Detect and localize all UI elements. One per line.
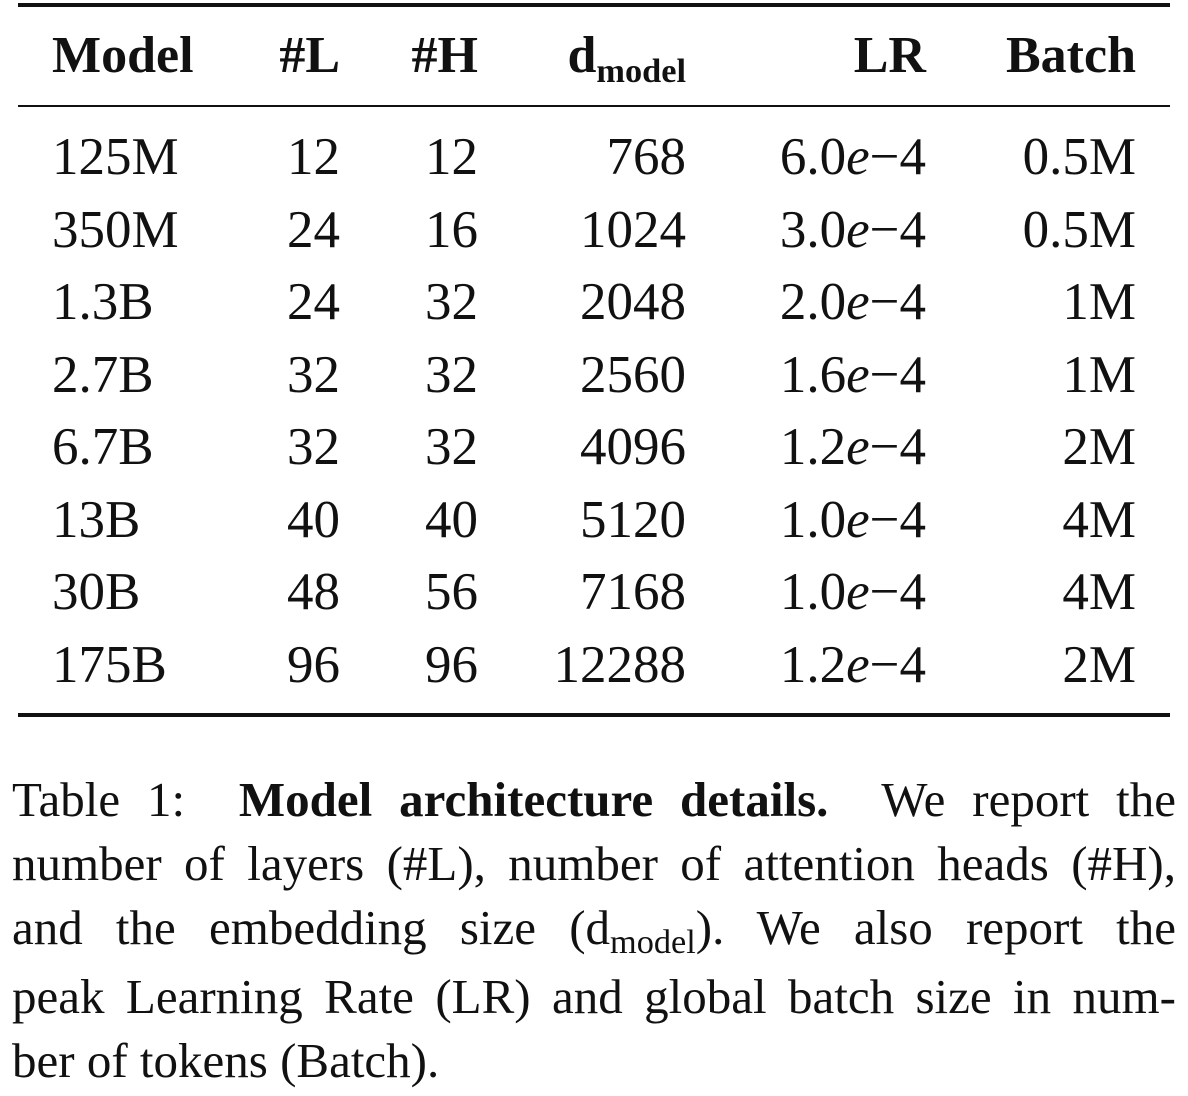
cell-lr-e: e — [846, 273, 870, 331]
cell-lr-mantissa: 1.2 — [779, 635, 847, 694]
caption-line-3 — [12, 896, 1176, 965]
cell-dmodel: 1024 — [580, 200, 686, 259]
cell-lr-mantissa: 6.0 — [779, 128, 847, 186]
cell-dmodel: 7168 — [580, 563, 686, 621]
cell-heads: 12 — [425, 128, 478, 186]
table-top-rule — [18, 3, 1170, 7]
cell-lr-e: e — [846, 200, 870, 259]
header-model: Model — [52, 27, 194, 84]
cell-heads: 16 — [425, 200, 478, 259]
table-header-row — [0, 27, 1188, 104]
table-row — [0, 490, 1188, 568]
cell-lr-exponent: −4 — [869, 563, 926, 621]
table-row — [0, 345, 1188, 423]
cell-model: 2.7B — [52, 345, 154, 404]
caption-line3-b: ). We also report the — [695, 900, 1176, 955]
header-batch: Batch — [1006, 27, 1136, 84]
header-dmodel-main: d — [567, 27, 597, 84]
header-dmodel-sub: model — [596, 51, 686, 90]
header-layers: #L — [279, 27, 340, 84]
cell-dmodel: 5120 — [580, 490, 686, 549]
cell-lr-e: e — [846, 128, 870, 186]
cell-model: 350M — [52, 200, 179, 259]
cell-lr — [779, 345, 926, 404]
cell-lr — [779, 273, 926, 331]
cell-lr-exponent: −4 — [869, 345, 926, 404]
cell-lr-mantissa: 1.0 — [779, 490, 847, 549]
cell-dmodel: 12288 — [553, 635, 686, 694]
table-bottom-rule — [18, 713, 1170, 717]
cell-model: 30B — [52, 563, 141, 621]
table-row — [0, 563, 1188, 640]
cell-lr — [779, 490, 926, 549]
cell-dmodel: 4096 — [580, 418, 686, 476]
table-row — [0, 273, 1188, 350]
cell-lr-exponent: −4 — [869, 128, 926, 186]
table-row — [0, 128, 1188, 205]
cell-lr — [779, 200, 926, 259]
cell-lr-exponent: −4 — [869, 273, 926, 331]
cell-batch: 4M — [1062, 490, 1136, 549]
cell-heads: 96 — [425, 635, 478, 694]
cell-heads: 32 — [425, 345, 478, 404]
caption-line1-rest: We report the — [881, 772, 1177, 827]
caption-title: Model architecture details. — [238, 772, 829, 827]
cell-model: 125M — [52, 128, 179, 186]
cell-lr-mantissa: 2.0 — [779, 273, 847, 331]
caption-line3-sub: model — [610, 922, 696, 961]
cell-layers: 32 — [287, 345, 340, 404]
cell-lr-exponent: −4 — [869, 200, 926, 259]
cell-layers: 96 — [287, 635, 340, 694]
table-row — [0, 200, 1188, 278]
table-header-rule — [18, 105, 1170, 107]
cell-layers: 24 — [287, 273, 340, 331]
cell-lr-e: e — [846, 635, 870, 694]
cell-heads: 56 — [425, 563, 478, 621]
cell-layers: 48 — [287, 563, 340, 621]
cell-lr-e: e — [846, 563, 870, 621]
cell-model: 6.7B — [52, 418, 154, 476]
header-heads: #H — [411, 27, 478, 84]
cell-lr-e: e — [846, 490, 870, 549]
cell-lr-e: e — [846, 345, 870, 404]
cell-heads: 32 — [425, 418, 478, 476]
cell-lr — [779, 418, 926, 476]
cell-dmodel: 768 — [606, 128, 686, 186]
cell-lr — [779, 635, 926, 694]
table-row — [0, 418, 1188, 495]
cell-layers: 24 — [287, 200, 340, 259]
cell-lr-mantissa: 1.6 — [779, 345, 847, 404]
cell-dmodel: 2560 — [580, 345, 686, 404]
cell-model: 1.3B — [52, 273, 154, 331]
cell-lr — [779, 128, 926, 186]
caption-line-1 — [12, 768, 1176, 832]
cell-layers: 40 — [287, 490, 340, 549]
cell-dmodel: 2048 — [580, 273, 686, 331]
table-row — [0, 635, 1188, 713]
caption-line3-a: and the embedding size (d — [12, 900, 611, 955]
header-lr: LR — [853, 27, 926, 84]
cell-lr-exponent: −4 — [869, 490, 926, 549]
cell-batch: 1M — [1062, 273, 1136, 331]
cell-lr-mantissa: 1.2 — [779, 418, 847, 476]
caption-line-2: number of layers (#L), number of attention heads (#H), — [12, 836, 1176, 891]
cell-batch: 1M — [1062, 345, 1136, 404]
cell-lr-exponent: −4 — [869, 418, 926, 476]
table-caption — [12, 768, 1176, 1093]
cell-heads: 40 — [425, 490, 478, 549]
cell-lr-exponent: −4 — [869, 635, 926, 694]
cell-lr-e: e — [846, 418, 870, 476]
cell-layers: 32 — [287, 418, 340, 476]
cell-batch: 0.5M — [1022, 200, 1136, 259]
caption-line-5: ber of tokens (Batch). — [12, 1033, 440, 1088]
cell-batch: 0.5M — [1022, 128, 1136, 186]
cell-batch: 4M — [1062, 563, 1136, 621]
cell-layers: 12 — [287, 128, 340, 186]
cell-lr-mantissa: 3.0 — [779, 200, 847, 259]
cell-lr — [779, 563, 926, 621]
cell-heads: 32 — [425, 273, 478, 331]
header-dmodel — [567, 27, 686, 90]
cell-model: 13B — [52, 490, 141, 549]
cell-batch: 2M — [1062, 635, 1136, 694]
caption-label: Table 1: — [12, 772, 186, 827]
caption-line-4: peak Learning Rate (LR) and global batch size in num- — [12, 969, 1176, 1024]
cell-lr-mantissa: 1.0 — [779, 563, 847, 621]
cell-batch: 2M — [1062, 418, 1136, 476]
cell-model: 175B — [52, 635, 167, 694]
